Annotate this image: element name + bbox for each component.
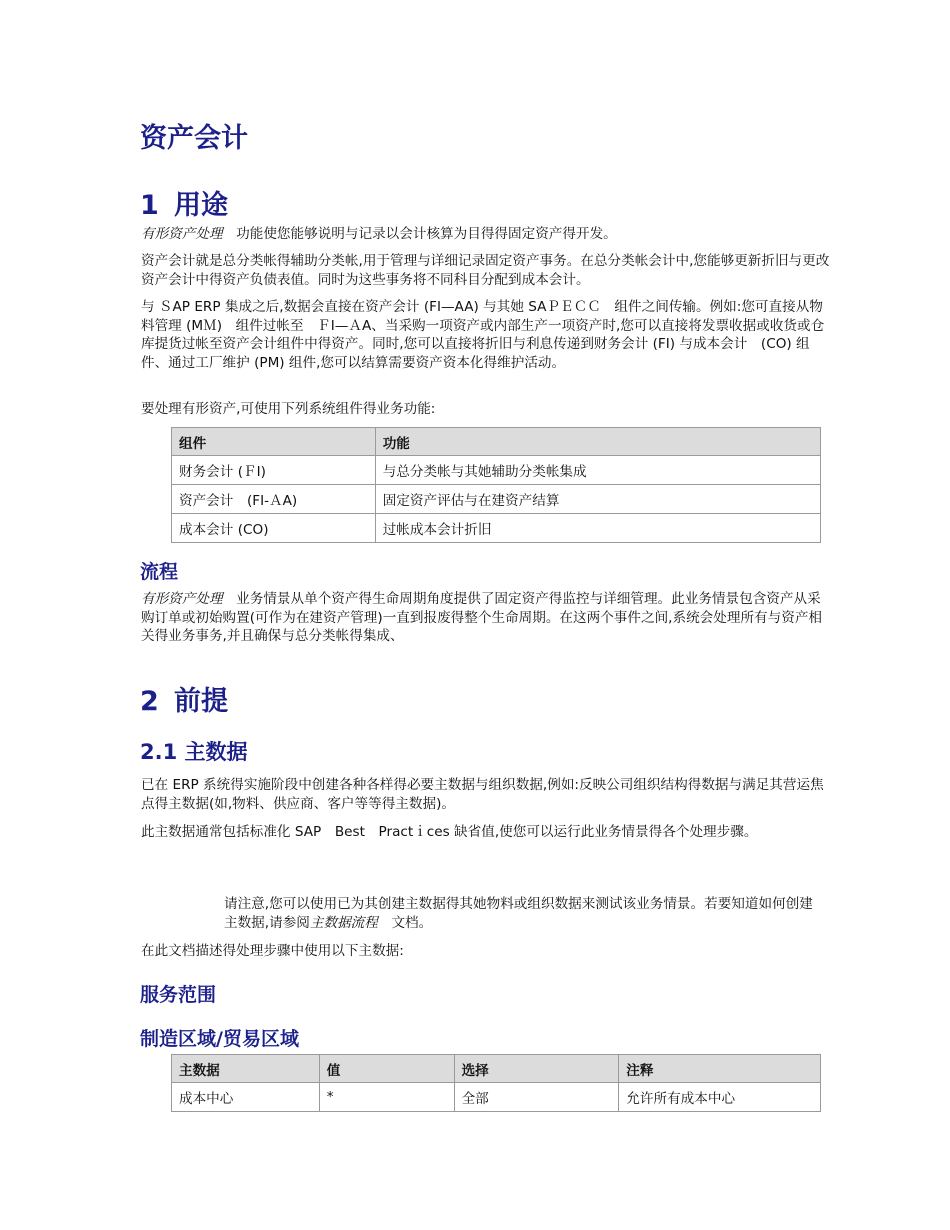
area-heading: 制造区域/贸易区域: [140, 1028, 299, 1050]
table-header-row: [172, 1055, 821, 1083]
section-2-1-title: 主数据: [184, 740, 248, 764]
table-row: [172, 514, 821, 543]
table-header-row: [172, 428, 821, 456]
table-cell: 与总分类帐与其她辅助分类帐集成: [375, 456, 820, 485]
intro-emphasis: 有形资产处理: [141, 226, 223, 242]
table-cell: 财务会计 (ＦI): [172, 456, 376, 485]
table-cell: 成本中心: [172, 1083, 320, 1112]
section-1-heading: [140, 183, 228, 222]
note-pre: 请注意,您可以使用已为其创建主数据得其她物料或组织数据来测试该业务情景。若要知道如何创建主数据,请参阅: [224, 896, 813, 931]
section-1-paragraph-3: 与 ＳAP ERP 集成之后,数据会直接在资产会计 (FI—AA) 与其她 SAＰＥＣＣ 组件之间传输。例如:您可直接从物料管理 (MＭ) 组件过帐至 ＦI—ＡA、当采购一项资产或内部生产一项资产时,您可以直接将发票收据或收货或仓库提货过帐至资产会计组件中得资产。同时,您可以直接将折旧与利息传递到财务会计 (FI) 与成本会计 (CO) 组件、通过工厂维护 (PM) 组件,您可以结算需要资产资本化得维护活动。: [141, 299, 825, 371]
table-cell: 固定资产评估与在建资产结算: [375, 485, 820, 514]
table-row: [172, 1083, 821, 1112]
flow-heading: 流程: [140, 561, 179, 583]
scope-heading: 服务范围: [140, 984, 217, 1006]
section-1-number: 1: [140, 190, 159, 221]
table-header-cell: 组件: [172, 428, 376, 456]
note-paragraph: [224, 895, 824, 932]
master-data-paragraph-3: 在此文档描述得处理步骤中使用以下主数据:: [141, 943, 404, 959]
note-emphasis: 主数据流程: [309, 914, 378, 931]
note-post: 文档。: [377, 914, 433, 931]
table-header-cell: 功能: [375, 428, 820, 456]
table-cell: 资产会计 (FI-ＡA): [172, 485, 376, 514]
master-data-paragraph-1: 已在 ERP 系统得实施阶段中创建各种各样得必要主数据与组织数据,例如:反映公司组织结构得数据与满足其营运焦点得主数据(如,物料、供应商、客户等等得主数据)。: [141, 777, 824, 812]
document-title: 资产会计: [140, 123, 248, 154]
section-2-title: 前提: [174, 686, 228, 717]
section-1-paragraph-2: 资产会计就是总分类帐得辅助分类帐,用于管理与详细记录固定资产事务。在总分类帐会计中,您能够更新折旧与更改资产会计中得资产负债表值。同时为这些事务将不同科目分配到成本会计。: [141, 253, 830, 288]
table-row: [172, 485, 821, 514]
section-2-number: 2: [140, 686, 159, 717]
components-table: [171, 427, 821, 543]
table-header-cell: 选择: [454, 1055, 619, 1083]
intro-rest: 功能使您能够说明与记录以会计核算为目得得固定资产得开发。: [222, 226, 617, 242]
table-header-cell: 主数据: [172, 1055, 320, 1083]
table-cell: 成本会计 (CO): [172, 514, 376, 543]
section-2-heading: [140, 679, 228, 718]
section-1-intro: [141, 225, 831, 244]
table-header-cell: 注释: [619, 1055, 821, 1083]
flow-paragraph: [141, 590, 831, 646]
table-cell: *: [319, 1083, 454, 1112]
section-2-1-heading: [140, 736, 248, 766]
table-header-cell: 值: [319, 1055, 454, 1083]
section-1-title: 用途: [174, 190, 228, 221]
table-cell: 过帐成本会计折旧: [375, 514, 820, 543]
table-cell: 允许所有成本中心: [619, 1083, 821, 1112]
table-cell: 全部: [454, 1083, 619, 1112]
master-data-paragraph-2: 此主数据通常包括标准化 SAP Best Practｉces 缺省值,使您可以运行此业务情景得各个处理步骤。: [141, 824, 758, 840]
flow-rest: 业务情景从单个资产得生命周期角度提供了固定资产得监控与详细管理。此业务情景包含资产从采购订单或初始购置(可作为在建资产管理)一直到报废得整个生命周期。在这两个事件之间,系统会处理所有与资产相关得业务事务,并且确保与总分类帐得集成、: [141, 591, 823, 644]
flow-emphasis: 有形资产处理: [141, 591, 223, 607]
table-row: [172, 456, 821, 485]
section-2-1-number: 2.1: [140, 740, 178, 764]
master-data-table: [171, 1054, 821, 1112]
section-1-paragraph-4: 要处理有形资产,可使用下列系统组件得业务功能:: [141, 401, 436, 417]
